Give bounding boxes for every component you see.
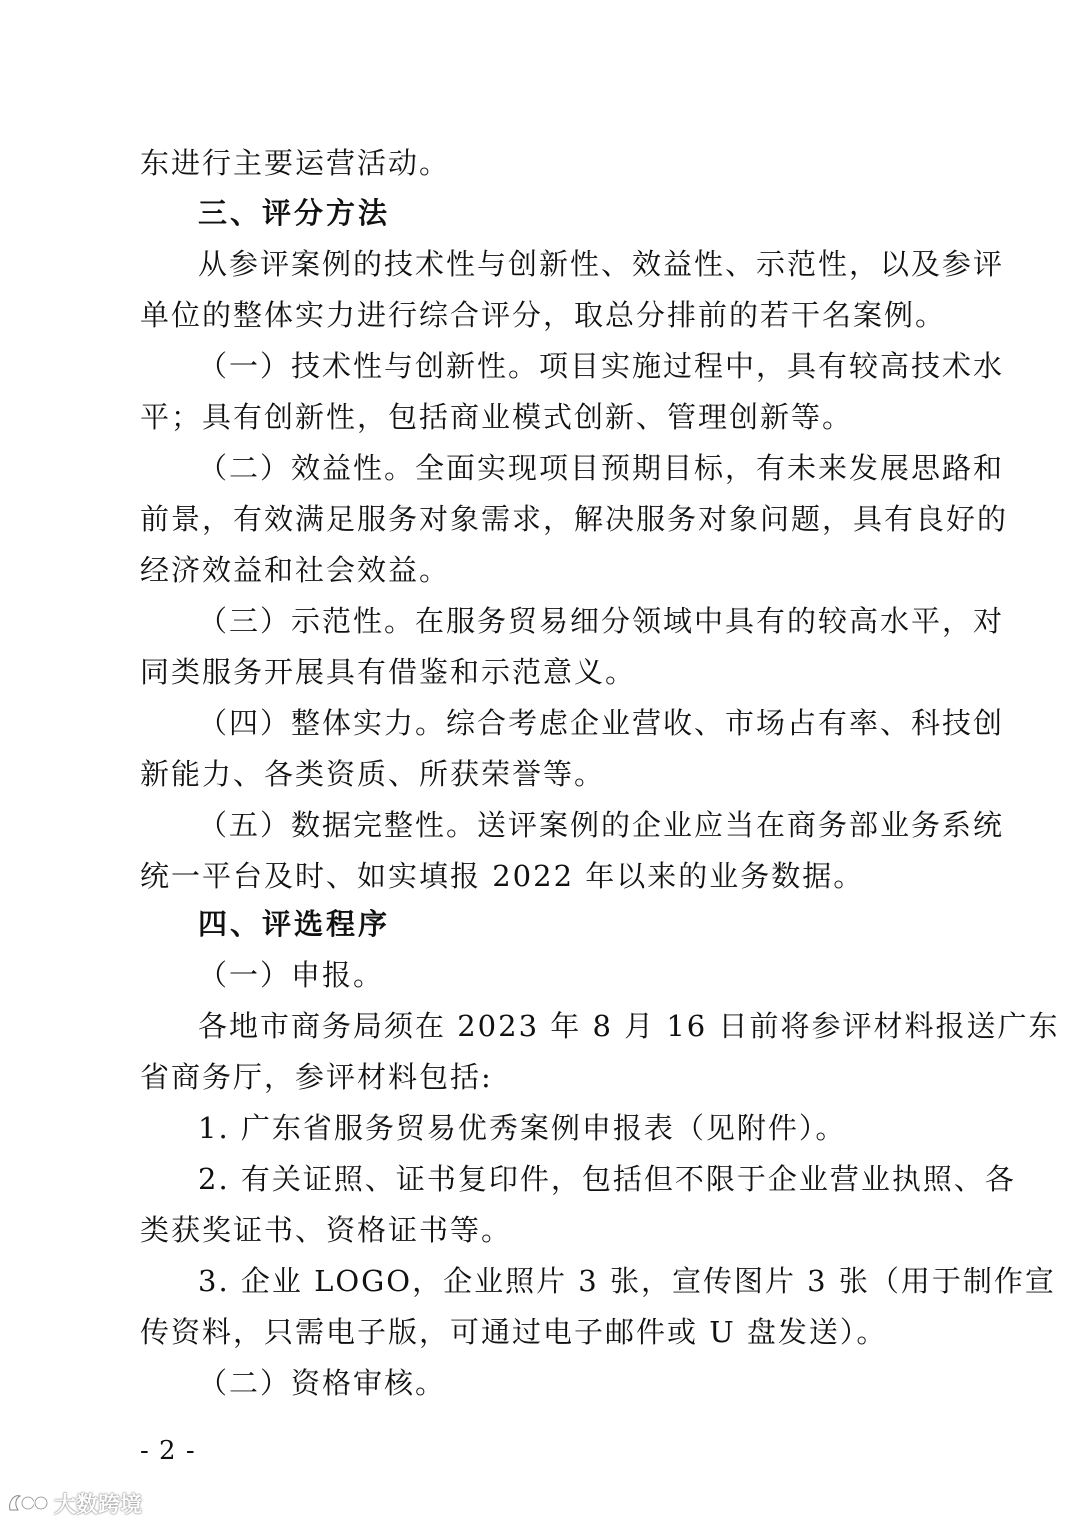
watermark: [6, 1488, 142, 1518]
body-line: （五）数据完整性。送评案例的企业应当在商务部业务系统: [198, 808, 1005, 842]
body-line: 单位的整体实力进行综合评分，取总分排前的若干名案例。: [140, 298, 947, 332]
body-line: （四）整体实力。综合考虑企业营收、市场占有率、科技创: [198, 706, 1005, 740]
body-line: （二）资格审核。: [198, 1366, 447, 1400]
body-line: （一）申报。: [198, 958, 385, 992]
body-line: 新能力、各类资质、所获荣誉等。: [140, 757, 606, 791]
body-line: 统一平台及时、如实填报 2022 年以来的业务数据。: [140, 859, 865, 893]
brand-logo-icon: [6, 1490, 50, 1516]
body-line: 经济效益和社会效益。: [140, 553, 451, 587]
body-line: 各地市商务局须在 2023 年 8 月 16 日前将参评材料报送广东: [198, 1009, 1060, 1043]
body-line: 2. 有关证照、证书复印件，包括但不限于企业营业执照、各: [198, 1162, 1016, 1196]
body-line: 3. 企业 LOGO，企业照片 3 张，宣传图片 3 张（用于制作宣: [198, 1264, 1056, 1298]
body-line: 东进行主要运营活动。: [140, 146, 451, 180]
page-number: - 2 -: [140, 1436, 196, 1466]
body-line: 传资料，只需电子版，可通过电子邮件或 U 盘发送）。: [140, 1315, 888, 1349]
body-line: 同类服务开展具有借鉴和示范意义。: [140, 655, 637, 689]
watermark-text: 大数跨境: [54, 1492, 143, 1518]
body-line: 平；具有创新性，包括商业模式创新、管理创新等。: [140, 400, 854, 434]
body-line: 前景，有效满足服务对象需求，解决服务对象问题，具有良好的: [140, 502, 1009, 536]
body-line: 1. 广东省服务贸易优秀案例申报表（见附件）。: [198, 1111, 847, 1145]
body-line: （三）示范性。在服务贸易细分领域中具有的较高水平，对: [198, 604, 1005, 638]
body-line: 类获奖证书、资格证书等。: [140, 1213, 513, 1247]
body-line: （二）效益性。全面实现项目预期目标，有未来发展思路和: [198, 451, 1005, 485]
body-line: 从参评案例的技术性与创新性、效益性、示范性，以及参评: [198, 247, 1005, 281]
section-heading-procedure: 四、评选程序: [198, 907, 391, 941]
section-heading-scoring: 三、评分方法: [198, 196, 391, 230]
body-line: （一）技术性与创新性。项目实施过程中，具有较高技术水: [198, 349, 1005, 383]
body-line: 省商务厅，参评材料包括:: [140, 1060, 493, 1094]
